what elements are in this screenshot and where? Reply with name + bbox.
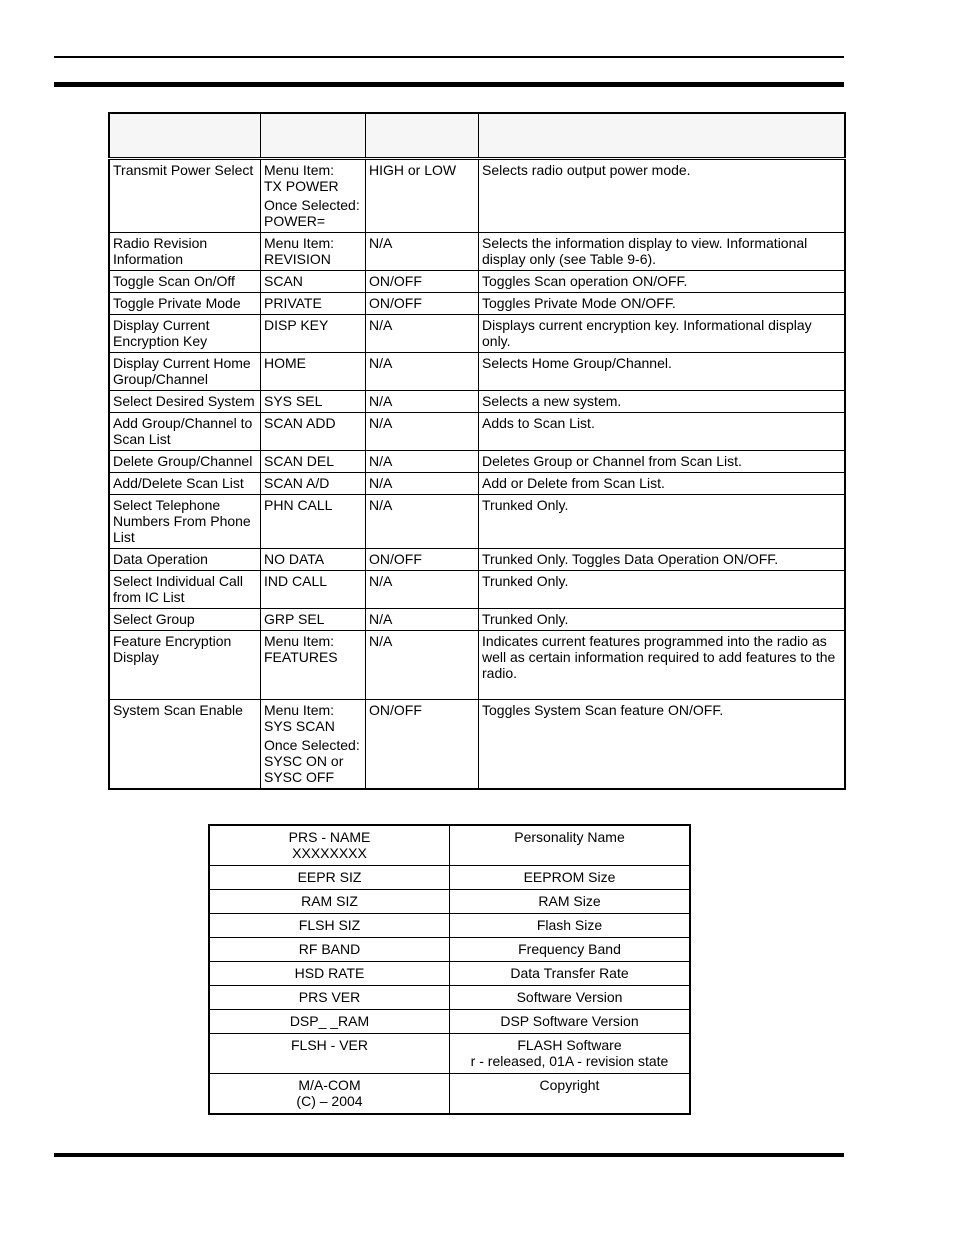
- menu-item-block: [264, 415, 362, 431]
- menu-item-line: SYS SCAN: [264, 718, 335, 734]
- table-row: [109, 473, 845, 495]
- description-cell: Toggles System Scan feature ON/OFF.: [479, 700, 846, 790]
- revision-meaning-cell: [450, 962, 691, 986]
- revision-meaning-cell: [450, 1010, 691, 1034]
- menu-item-block: [264, 355, 362, 371]
- revision-line: RAM Size: [538, 893, 601, 909]
- revision-line: M/A-COM: [298, 1077, 361, 1093]
- setting-cell: N/A: [366, 233, 479, 271]
- menu-item-line: Once Selected:: [264, 737, 360, 753]
- description-cell: Toggles Private Mode ON/OFF.: [479, 293, 846, 315]
- setting-cell: N/A: [366, 571, 479, 609]
- menu-item-line: Once Selected:: [264, 197, 360, 213]
- revision-line: XXXXXXXX: [292, 845, 367, 861]
- description-cell: Adds to Scan List.: [479, 413, 846, 451]
- header-cell-feature: [109, 113, 261, 159]
- feature-name-cell: Select Group: [109, 609, 261, 631]
- menu-item-line: Menu Item:: [264, 235, 335, 251]
- table-row: [109, 413, 845, 451]
- table-row: [109, 353, 845, 391]
- feature-name-cell: Select Desired System: [109, 391, 261, 413]
- revision-meaning-cell: [450, 914, 691, 938]
- menu-feature-table: [108, 112, 846, 790]
- menu-item-block: [264, 702, 362, 734]
- table-row: [109, 631, 845, 700]
- revision-line: (C) – 2004: [296, 1093, 363, 1109]
- menu-item-cell: [261, 549, 366, 571]
- menu-item-line: SCAN: [264, 273, 303, 289]
- revision-line: DSP_ _RAM: [289, 1013, 370, 1029]
- setting-cell: N/A: [366, 495, 479, 549]
- feature-name-cell: Add Group/Channel to Scan List: [109, 413, 261, 451]
- menu-item-line: DISP KEY: [264, 317, 329, 333]
- revision-line: PRS VER: [298, 989, 361, 1005]
- revision-info-table: [208, 824, 691, 1115]
- feature-name-cell: Toggle Scan On/Off: [109, 271, 261, 293]
- description-cell: Selects Home Group/Channel.: [479, 353, 846, 391]
- revision-display-cell: [209, 825, 450, 866]
- feature-name-cell: Feature Encryption Display: [109, 631, 261, 700]
- table-row: [109, 451, 845, 473]
- description-cell: Toggles Scan operation ON/OFF.: [479, 271, 846, 293]
- feature-name-cell: Display Current Encryption Key: [109, 315, 261, 353]
- menu-item-cell: [261, 495, 366, 549]
- feature-name-cell: Delete Group/Channel: [109, 451, 261, 473]
- description-cell: Deletes Group or Channel from Scan List.: [479, 451, 846, 473]
- menu-item-line: Menu Item:: [264, 162, 335, 178]
- table-row: [109, 293, 845, 315]
- header-cell-description: [479, 113, 846, 159]
- table-row: [209, 986, 690, 1010]
- description-cell: Add or Delete from Scan List.: [479, 473, 846, 495]
- revision-meaning-cell: [450, 825, 691, 866]
- menu-item-cell: [261, 571, 366, 609]
- feature-name-cell: Select Telephone Numbers From Phone List: [109, 495, 261, 549]
- table-row: [209, 890, 690, 914]
- menu-item-line: GRP SEL: [264, 611, 325, 627]
- setting-cell: N/A: [366, 353, 479, 391]
- setting-cell: N/A: [366, 391, 479, 413]
- setting-cell: N/A: [366, 631, 479, 700]
- feature-name-cell: System Scan Enable: [109, 700, 261, 790]
- revision-meaning-cell: [450, 938, 691, 962]
- revision-line: Software Version: [516, 989, 623, 1005]
- menu-item-line: SYSC ON or: [264, 753, 344, 769]
- revision-display-cell: [209, 890, 450, 914]
- revision-line: RF BAND: [298, 941, 361, 957]
- revision-display-cell: [209, 962, 450, 986]
- setting-cell: N/A: [366, 609, 479, 631]
- menu-item-block: [264, 235, 362, 267]
- description-cell: Selects radio output power mode.: [479, 159, 846, 233]
- menu-item-block: [264, 295, 362, 311]
- menu-item-block: [264, 162, 362, 194]
- menu-item-line: FEATURES: [264, 649, 338, 665]
- feature-name-cell: Add/Delete Scan List: [109, 473, 261, 495]
- description-cell: Trunked Only. Toggles Data Operation ON/OFF.: [479, 549, 846, 571]
- feature-name-cell: Radio Revision Information: [109, 233, 261, 271]
- feature-name-cell: Toggle Private Mode: [109, 293, 261, 315]
- table-row: [209, 962, 690, 986]
- menu-item-cell: [261, 315, 366, 353]
- menu-item-block: [264, 453, 362, 469]
- revision-line: FLSH - VER: [290, 1037, 368, 1053]
- setting-cell: ON/OFF: [366, 549, 479, 571]
- feature-table-header: [109, 113, 845, 159]
- menu-item-line: HOME: [264, 355, 306, 371]
- revision-line: Copyright: [539, 1077, 600, 1093]
- revision-line: Data Transfer Rate: [510, 965, 629, 981]
- menu-item-block: [264, 197, 362, 229]
- menu-item-line: SCAN ADD: [264, 415, 336, 431]
- revision-line: RAM SIZ: [301, 893, 358, 909]
- menu-item-line: REVISION: [264, 251, 331, 267]
- menu-item-line: SYSC OFF: [264, 769, 335, 785]
- description-cell: Selects a new system.: [479, 391, 846, 413]
- menu-item-cell: [261, 700, 366, 790]
- menu-item-block: [264, 497, 362, 513]
- menu-item-line: Menu Item:: [264, 702, 335, 718]
- revision-meaning-cell: [450, 986, 691, 1010]
- description-cell: Trunked Only.: [479, 609, 846, 631]
- revision-display-cell: [209, 866, 450, 890]
- revision-meaning-cell: [450, 1074, 691, 1115]
- menu-item-cell: [261, 413, 366, 451]
- revision-line: FLASH Software: [517, 1037, 622, 1053]
- menu-item-cell: [261, 233, 366, 271]
- table-row: [209, 938, 690, 962]
- menu-item-cell: [261, 473, 366, 495]
- revision-line: Personality Name: [514, 829, 625, 845]
- menu-item-block: [264, 393, 362, 409]
- menu-item-cell: [261, 391, 366, 413]
- menu-item-line: POWER=: [264, 213, 326, 229]
- header-cell-setting: [366, 113, 479, 159]
- setting-cell: N/A: [366, 413, 479, 451]
- table-row: [109, 495, 845, 549]
- revision-line: r - released, 01A - revision state: [470, 1053, 669, 1069]
- feature-name-cell: Data Operation: [109, 549, 261, 571]
- revision-display-cell: [209, 1010, 450, 1034]
- table-row: [209, 1010, 690, 1034]
- table-row: [109, 700, 845, 790]
- revision-display-cell: [209, 914, 450, 938]
- revision-display-cell: [209, 1034, 450, 1074]
- revision-display-cell: [209, 938, 450, 962]
- menu-item-line: IND CALL: [264, 573, 328, 589]
- menu-item-block: [264, 633, 362, 665]
- menu-item-line: Menu Item:: [264, 633, 335, 649]
- feature-name-cell: Select Individual Call from IC List: [109, 571, 261, 609]
- header-cell-menu: [261, 113, 366, 159]
- menu-item-line: TX POWER: [264, 178, 339, 194]
- setting-cell: N/A: [366, 315, 479, 353]
- table-row: [109, 233, 845, 271]
- description-cell: Selects the information display to view. Informational display only (see Table 9-6).: [479, 233, 846, 271]
- table-row: [109, 571, 845, 609]
- menu-item-line: SCAN A/D: [264, 475, 330, 491]
- menu-item-line: SYS SEL: [264, 393, 323, 409]
- menu-item-block: [264, 475, 362, 491]
- feature-name-cell: Display Current Home Group/Channel: [109, 353, 261, 391]
- menu-item-block: [264, 273, 362, 289]
- menu-item-line: PHN CALL: [264, 497, 333, 513]
- table-row: [109, 159, 845, 233]
- feature-name-cell: Transmit Power Select: [109, 159, 261, 233]
- menu-item-block: [264, 317, 362, 333]
- menu-item-cell: [261, 353, 366, 391]
- table-row: [109, 609, 845, 631]
- footer-rule: [54, 1153, 844, 1157]
- revision-line: HSD RATE: [294, 965, 365, 981]
- menu-item-line: NO DATA: [264, 551, 325, 567]
- table-row: [109, 391, 845, 413]
- table-row: [209, 866, 690, 890]
- revision-line: Frequency Band: [518, 941, 621, 957]
- menu-item-cell: [261, 631, 366, 700]
- menu-item-line: SCAN DEL: [264, 453, 335, 469]
- table-row: [109, 315, 845, 353]
- setting-cell: N/A: [366, 451, 479, 473]
- revision-meaning-cell: [450, 866, 691, 890]
- menu-item-block: [264, 737, 362, 785]
- setting-cell: ON/OFF: [366, 700, 479, 790]
- description-cell: Indicates current features programmed into the radio as well as certain information required to add features to the radio.: [479, 631, 846, 700]
- revision-line: FLSH SIZ: [298, 917, 361, 933]
- revision-meaning-cell: [450, 1034, 691, 1074]
- menu-item-block: [264, 611, 362, 627]
- menu-item-cell: [261, 293, 366, 315]
- table-row: [109, 549, 845, 571]
- table-row: [209, 825, 690, 866]
- revision-display-cell: [209, 986, 450, 1010]
- revision-line: PRS - NAME: [288, 829, 371, 845]
- revision-line: DSP Software Version: [500, 1013, 639, 1029]
- menu-item-block: [264, 551, 362, 567]
- header-rule-thick: [54, 82, 844, 87]
- revision-line: EEPROM Size: [523, 869, 616, 885]
- menu-item-cell: [261, 609, 366, 631]
- revision-meaning-cell: [450, 890, 691, 914]
- menu-item-cell: [261, 159, 366, 233]
- table-row: [209, 914, 690, 938]
- header-rule-thin: [54, 56, 844, 58]
- description-cell: Trunked Only.: [479, 571, 846, 609]
- table-row: [209, 1074, 690, 1115]
- revision-line: Flash Size: [536, 917, 603, 933]
- setting-cell: ON/OFF: [366, 293, 479, 315]
- menu-item-cell: [261, 271, 366, 293]
- table-row: [209, 1034, 690, 1074]
- setting-cell: HIGH or LOW: [366, 159, 479, 233]
- revision-line: EEPR SIZ: [297, 869, 362, 885]
- menu-item-line: PRIVATE: [264, 295, 322, 311]
- menu-item-cell: [261, 451, 366, 473]
- revision-display-cell: [209, 1074, 450, 1115]
- menu-item-block: [264, 573, 362, 589]
- description-cell: Displays current encryption key. Informational display only.: [479, 315, 846, 353]
- setting-cell: ON/OFF: [366, 271, 479, 293]
- description-cell: Trunked Only.: [479, 495, 846, 549]
- setting-cell: N/A: [366, 473, 479, 495]
- table-row: [109, 271, 845, 293]
